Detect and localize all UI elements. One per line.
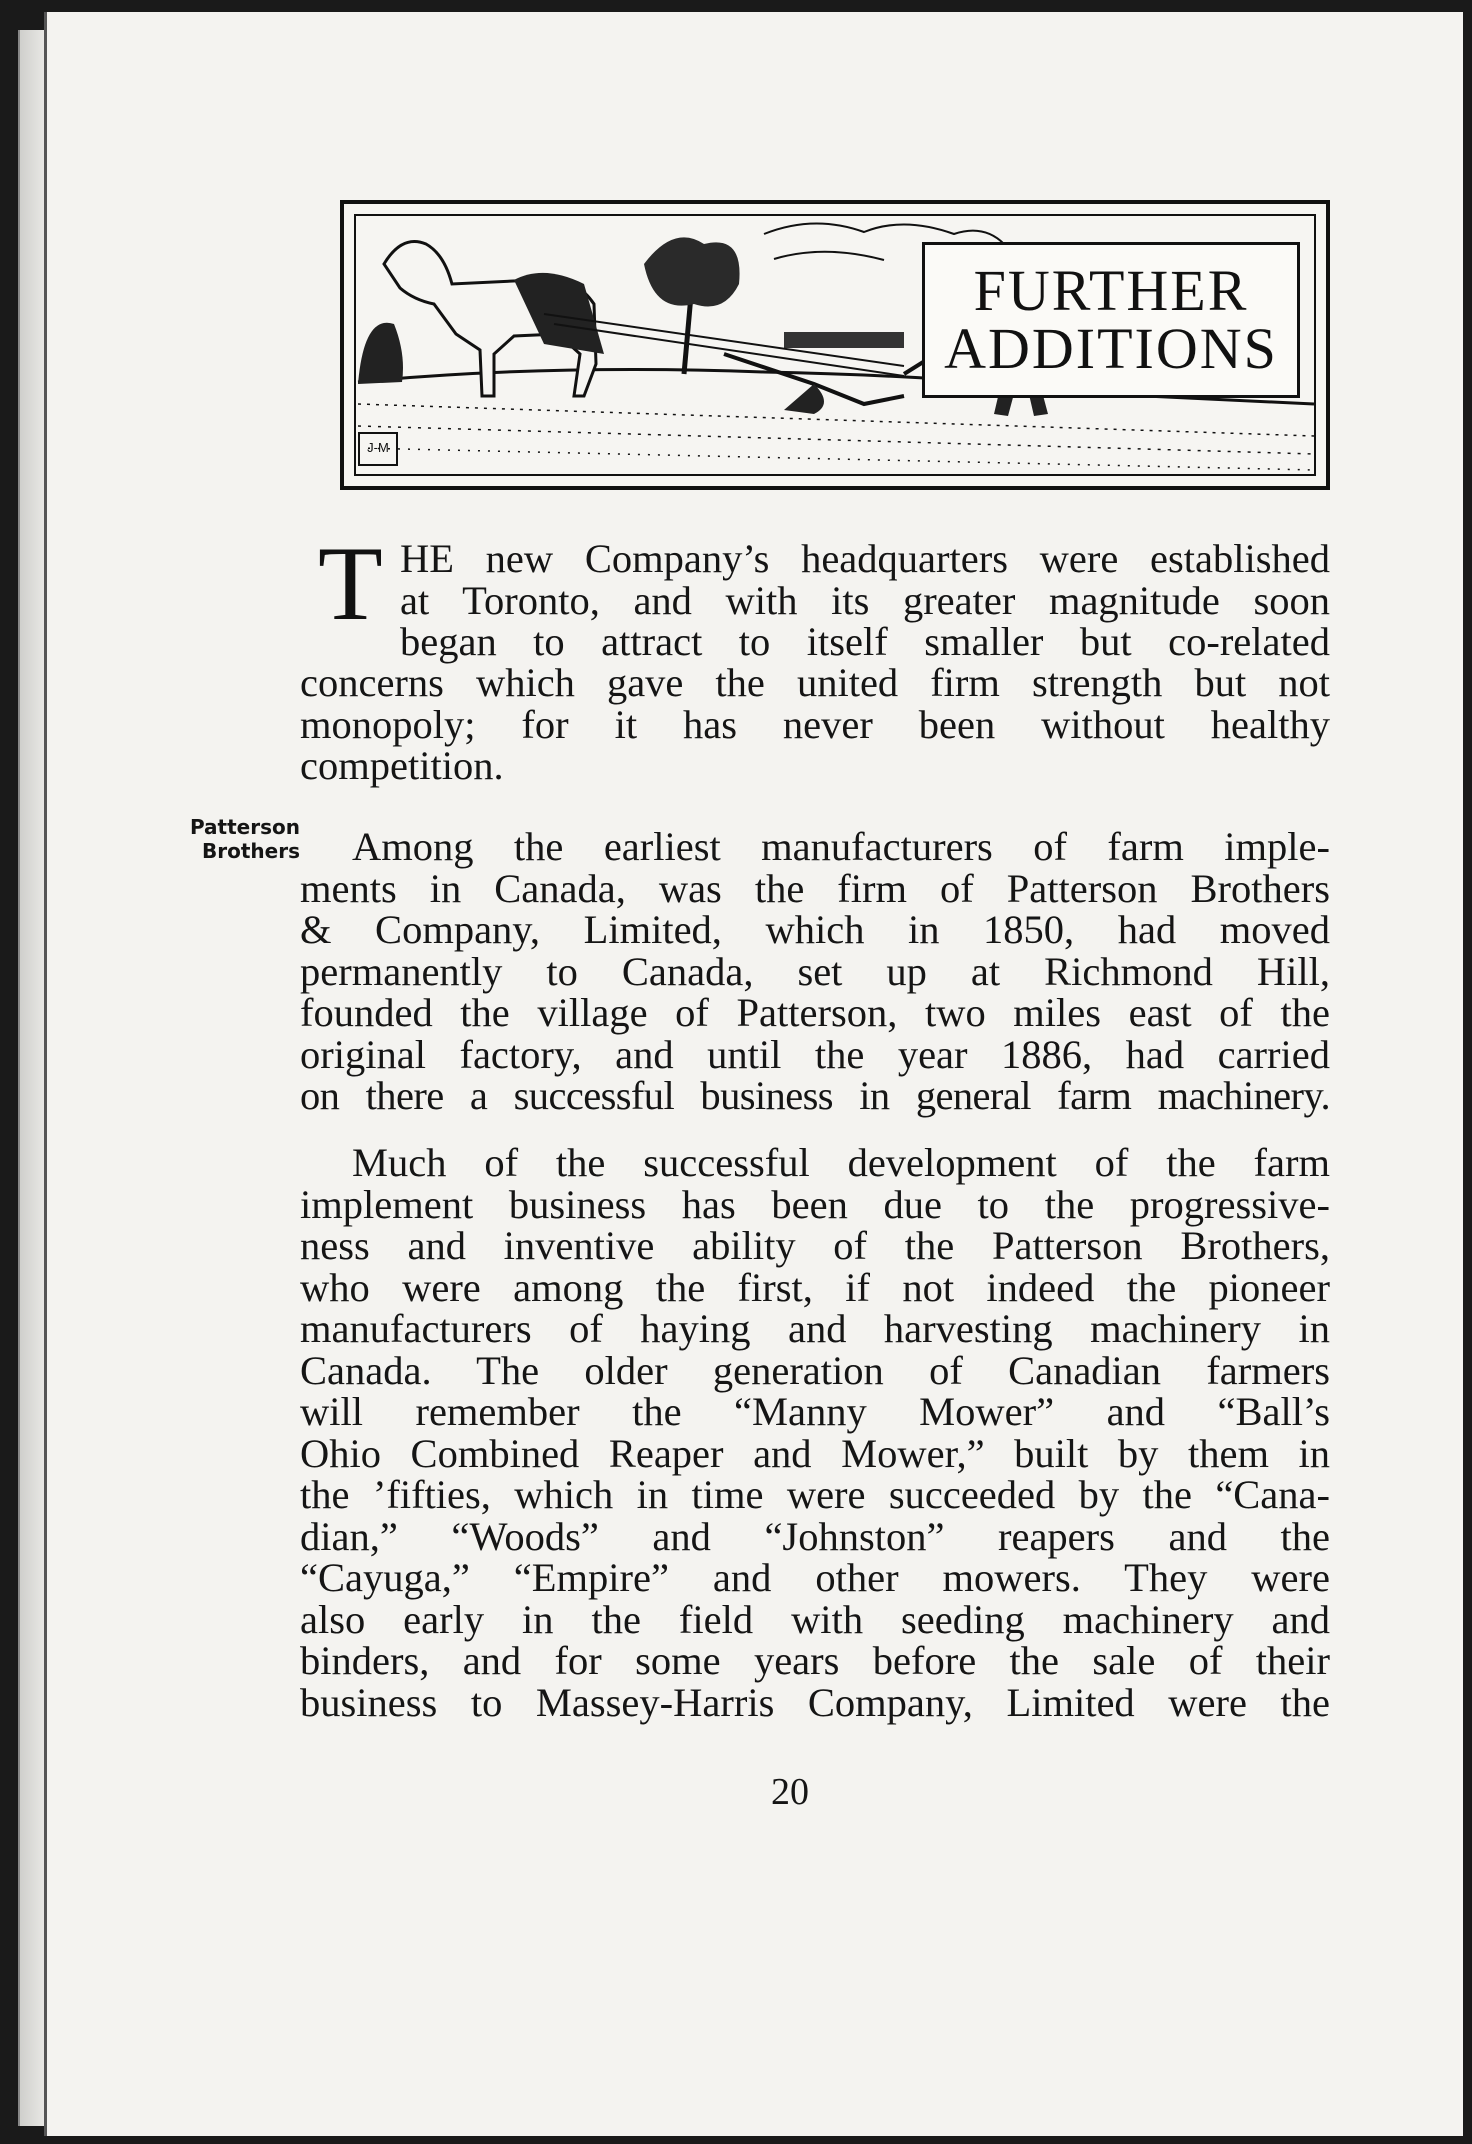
paragraph-line: & Company, Limited, which in 1850, had moved <box>300 907 1330 952</box>
artist-initials: J-M <box>358 432 398 466</box>
paragraph-line: who were among the first, if not indeed the pioneer <box>300 1264 1330 1310</box>
page-number: 20 <box>771 1771 809 1813</box>
intro-line: concerns which gave the united firm strength but not <box>300 660 1330 705</box>
intro-line: began to attract to itself smaller but co-related <box>400 619 1330 664</box>
paragraph-line: Among the earliest manufacturers of farm imple- <box>352 824 1330 869</box>
paragraph-line: manufacturers of haying and harvesting machinery in <box>300 1306 1330 1351</box>
paragraph-line: ness and inventive ability of the Patterson Brothers, <box>300 1223 1330 1268</box>
chapter-banner <box>340 200 1330 490</box>
drop-cap: T <box>318 525 383 642</box>
paragraph-line: Ohio Combined Reaper and Mower,” built by them in <box>300 1430 1330 1476</box>
intro-line: competition. <box>300 743 504 788</box>
side-heading-line: Patterson <box>189 815 300 839</box>
paragraph-development <box>300 1142 1330 1723</box>
paragraph-line: “Cayuga,” “Empire” and other mowers. They were <box>300 1555 1330 1600</box>
paragraph-line: will remember the “Manny Mower” and “Ball’s <box>300 1389 1330 1434</box>
paragraph-line: the ’fifties, which in time were succeeded by the “Cana- <box>300 1472 1330 1517</box>
intro-line: at Toronto, and with its greater magnitude soon <box>400 577 1330 623</box>
intro-paragraph-head <box>400 538 1330 663</box>
paragraph-line: implement business has been due to the progressive- <box>300 1181 1330 1227</box>
paragraph-line: on there a successful business in general farm machinery. <box>300 1073 1330 1118</box>
paragraph-line: original factory, and until the year 1886, had carried <box>300 1031 1330 1077</box>
paragraph-line: binders, and for some years before the sale of their <box>300 1638 1330 1683</box>
paragraph-line: founded the village of Patterson, two miles east of the <box>300 990 1330 1035</box>
paragraph-line: also early in the field with seeding machinery and <box>300 1596 1330 1642</box>
side-heading <box>140 815 300 863</box>
paragraph-line: Canada. The older generation of Canadian farmers <box>300 1347 1330 1393</box>
paragraph-line: permanently to Canada, set up at Richmond Hill, <box>300 948 1330 994</box>
banner-title-line-1: FURTHER <box>973 258 1249 323</box>
side-heading-line: Brothers <box>202 839 300 863</box>
paragraph-line: Much of the successful development of the farm <box>352 1140 1330 1185</box>
paragraph-line: business to Massey-Harris Company, Limited were the <box>300 1679 1330 1725</box>
intro-line: HE new Company’s headquarters were established <box>400 536 1330 581</box>
banner-title <box>922 242 1300 398</box>
paragraph-line: ments in Canada, was the firm of Patterson Brothers <box>300 865 1330 911</box>
intro-line: monopoly; for it has never been without healthy <box>300 701 1330 747</box>
intro-paragraph-tail <box>300 662 1330 787</box>
banner-title-line-2: ADDITIONS <box>944 316 1278 381</box>
paragraph-line: dian,” “Woods” and “Johnston” reapers and the <box>300 1513 1330 1559</box>
paragraph-patterson <box>300 826 1330 1117</box>
